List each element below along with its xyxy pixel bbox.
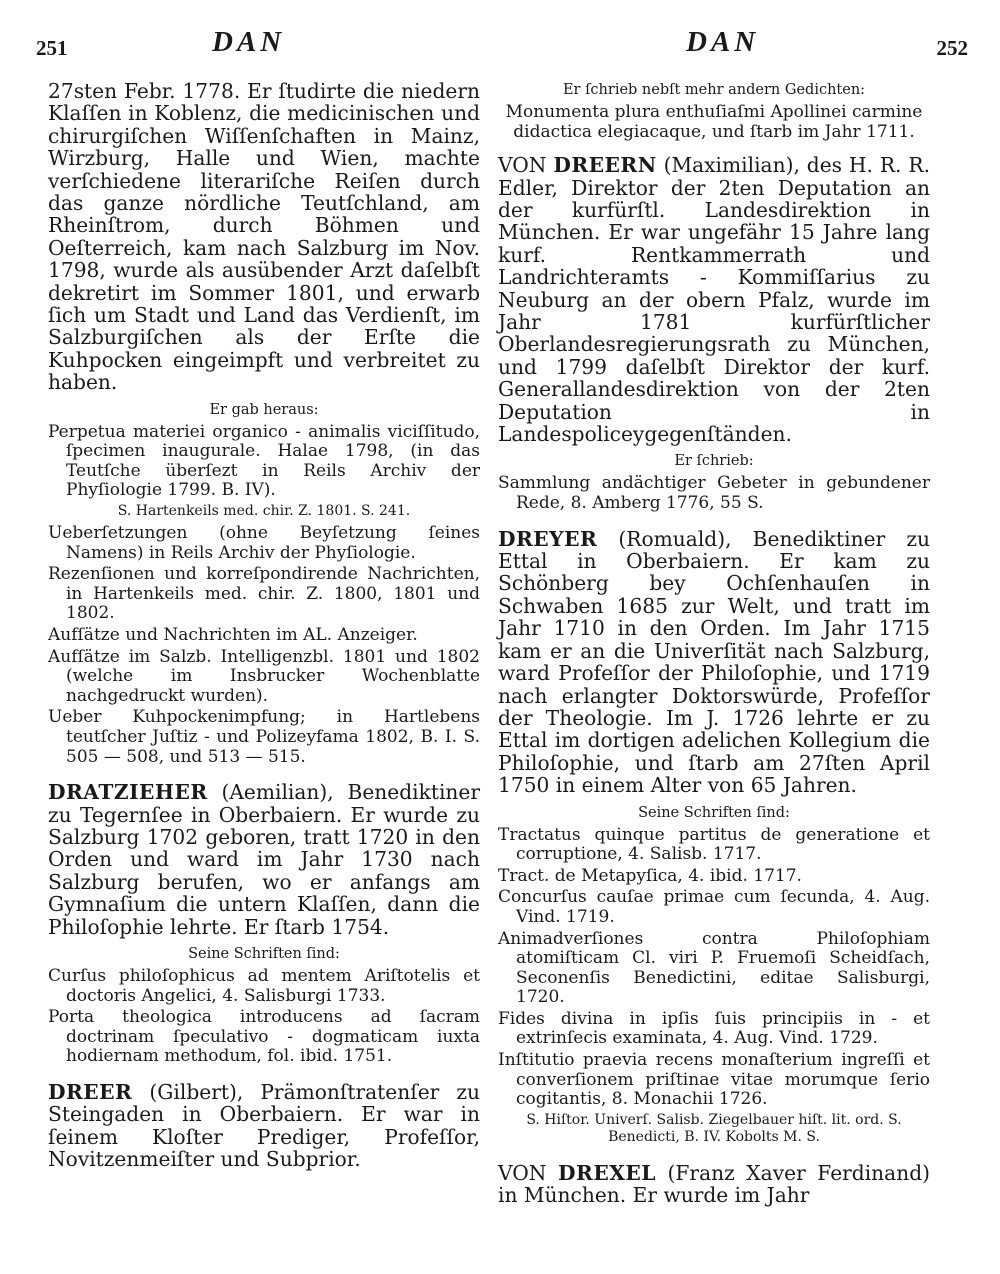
work-item: Sammlung andächtiger Gebeter in gebundener Rede, 8. Amberg 1776, 55 S. bbox=[498, 473, 930, 514]
left-column bbox=[48, 80, 480, 1171]
entry-text: (Franz Xaver Ferdinand) in München. Er wurde im Jahr bbox=[498, 1160, 931, 1208]
work-item: Porta theologica introducens ad ſacram doctrinam ſpeculativo - dogmaticam iuxta hodiernam methodum, fol. ibid. 1751. bbox=[48, 1007, 480, 1067]
reference-note: S. Hiſtor. Univerſ. Salisb. Ziegelbauer hiſt. lit. ord. S. Benedicti, B. IV. Kobolts M. S. bbox=[526, 1111, 902, 1145]
poem-text: Monumenta plura enthuſiaſmi Apollinei carmine didactica elegiacaque, und ſtarb im Jahr 1711. bbox=[505, 102, 923, 142]
reference-note: S. Hartenkeils med. chir. Z. 1801. S. 241. bbox=[117, 503, 411, 520]
entry-name: DREXEL bbox=[558, 1160, 656, 1185]
work-item: Tractatus quinque partitus de generatione et corruptione, 4. Salisb. 1717. bbox=[498, 824, 930, 865]
entry-prefix: VON bbox=[498, 1160, 547, 1185]
entry-name: DREERN bbox=[553, 153, 657, 178]
entry-dratzieher bbox=[48, 781, 480, 938]
entry-name: DREYER bbox=[498, 526, 598, 551]
running-head-right: DAN bbox=[686, 26, 760, 58]
works-heading: Seine Schriften ſind: bbox=[638, 804, 790, 821]
works-heading: Er ſchrieb: bbox=[674, 453, 754, 470]
entry-dreyer bbox=[498, 528, 930, 797]
entry-dreer bbox=[48, 1081, 480, 1171]
works-heading: Seine Schriften ſind: bbox=[188, 946, 340, 963]
running-head-left: DAN bbox=[212, 26, 286, 58]
work-item: Aufſätze und Nachrichten im AL. Anzeiger. bbox=[48, 625, 418, 646]
work-item: Tract. de Metapyſica, 4. ibid. 1717. bbox=[498, 865, 802, 886]
entry-prefix: VON bbox=[498, 153, 547, 178]
page-number-left: 251 bbox=[36, 36, 68, 60]
works-heading: Er gab heraus: bbox=[209, 401, 319, 418]
page-number-right: 252 bbox=[936, 36, 968, 60]
entry-text: (Maximilian), des H. R. R. Edler, Direktor der 2ten Deputation an der kurfürſtl. Landesdirektion in München. Er war ungefähr 15 Jahre lang kurf. Rentkammerrath und Landrichteramts - Kommiſſarius zu Neuburg an der obern Pfalz, wurde im Jahr 1781 kurfürſtlicher Oberlandesregierungsrath zu München, und 1799 daſelbſt Direktor der kurf. Generallandesdirektion von der 2ten Deputation in Landespoliceygegenſtänden. bbox=[498, 153, 931, 447]
entry-text: (Romuald), Benediktiner zu Ettal in Oberbaiern. Er kam zu Schönberg bey Ochſenhauſen in Schwaben 1685 zur Welt, und tratt im Jahr 1710 in den Orden. Im Jahr 1715 kam er an die Univerſität nach Salzburg, ward Profeſſor der Philoſophie, und 1719 nach erlangter Doktorswürde, Profeſſor der Theologie. Im J. 1726 lehrte er zu Ettal im dortigen adelichen Kollegium die Philoſophie, und ſtarb am 27ſten April 1750 in einem Alter von 65 Jahren. bbox=[498, 526, 930, 798]
work-item: Inſtitutio praevia recens monaſterium ingreſſi et converſionem priſtinae vitae morumque ſerio cogitantis, 8. Monachii 1726. bbox=[498, 1050, 930, 1110]
work-item: Fides divina in ipſis ſuis principiis in - et extrinſecis examinata, 4. Aug. Vind. 1729. bbox=[498, 1008, 930, 1049]
work-item: Ueberſetzungen (ohne Beyſetzung ſeines Namens) in Reils Archiv der Phyſiologie. bbox=[48, 523, 480, 563]
right-column bbox=[498, 80, 930, 1207]
entry-drexel bbox=[498, 1162, 930, 1207]
work-item: Rezenſionen und korreſpondirende Nachrichten, in Hartenkeils med. chir. Z. 1800, 1801 und 1802. bbox=[48, 564, 480, 624]
entry-text: (Aemilian), Benediktiner zu Tegernſee in Oberbaiern. Er wurde zu Salzburg 1702 geboren, tratt 1720 in den Orden und ward im Jahr 1730 nach Salzburg berufen, wo er anfangs am Gymnaſium die untern Klaſſen, dann die Philoſophie lehrte. Er ſtarb 1754. bbox=[48, 780, 481, 939]
entry-dreern bbox=[498, 154, 930, 445]
entry-name: DREER bbox=[48, 1080, 133, 1104]
work-item: Ueber Kuhpockenimpfung; in Hartlebens teutſcher Juſtiz - und Polizeyfama 1802, B. I. S. 505 — 508, und 513 — 515. bbox=[48, 707, 480, 767]
work-item: Concurſus cauſae primae cum ſecunda, 4. Aug. Vind. 1719. bbox=[498, 887, 930, 927]
page-header bbox=[36, 26, 968, 70]
entry-continuation-text: 27sten Febr. 1778. Er ſtudirte die niedern Klaſſen in Koblenz, die medicinischen und chirurgiſchen Wiſſenſchaften in Mainz, Wirzburg, Halle und Wien, machte verſchiedene literariſche Reiſen durch das ganze nördliche Teutſchland, am Rheinſtrom, durch Böhmen und Oeſterreich, kam nach Salzburg im Nov. 1798, wurde als ausübender Arzt daſelbſt dekretirt im Sommer 1801, und erwarb ſich um Stadt und Land das Verdienſt, im Salzburgiſchen als der Erſte die Kuhpocken eingeimpft und verbreitet zu haben. bbox=[48, 79, 480, 395]
entry-name: DRATZIEHER bbox=[48, 780, 208, 805]
work-item: Aufſätze im Salzb. Intelligenzbl. 1801 und 1802 (welche im Insbrucker Wochenblatte nachgedruckt wurden). bbox=[48, 646, 480, 706]
entry-text: (Gilbert), Prämonſtratenſer zu Steingaden in Oberbaiern. Er war in ſeinem Kloſter Prediger, Profeſſor, Novitzenmeiſter und Subprior. bbox=[48, 1080, 481, 1172]
poem-heading: Er ſchrieb nebſt mehr andern Gedichten: bbox=[562, 82, 866, 98]
work-item: Curſus philoſophicus ad mentem Ariſtotelis et doctoris Angelici, 4. Salisburgi 1733. bbox=[48, 966, 480, 1006]
work-item: Animadverſiones contra Philoſophiam atomiſticam Cl. viri P. Fruemoſi Scheidſach, Seconenſis Benedictini, editae Salisburgi, 1720. bbox=[498, 928, 930, 1008]
work-item: Perpetua materiei organico - animalis viciſſitudo, ſpecimen inaugurale. Halae 1798, (in das Teutſche überſezt in Reils Archiv der Phyſiologie 1799. B. IV). bbox=[48, 421, 480, 501]
